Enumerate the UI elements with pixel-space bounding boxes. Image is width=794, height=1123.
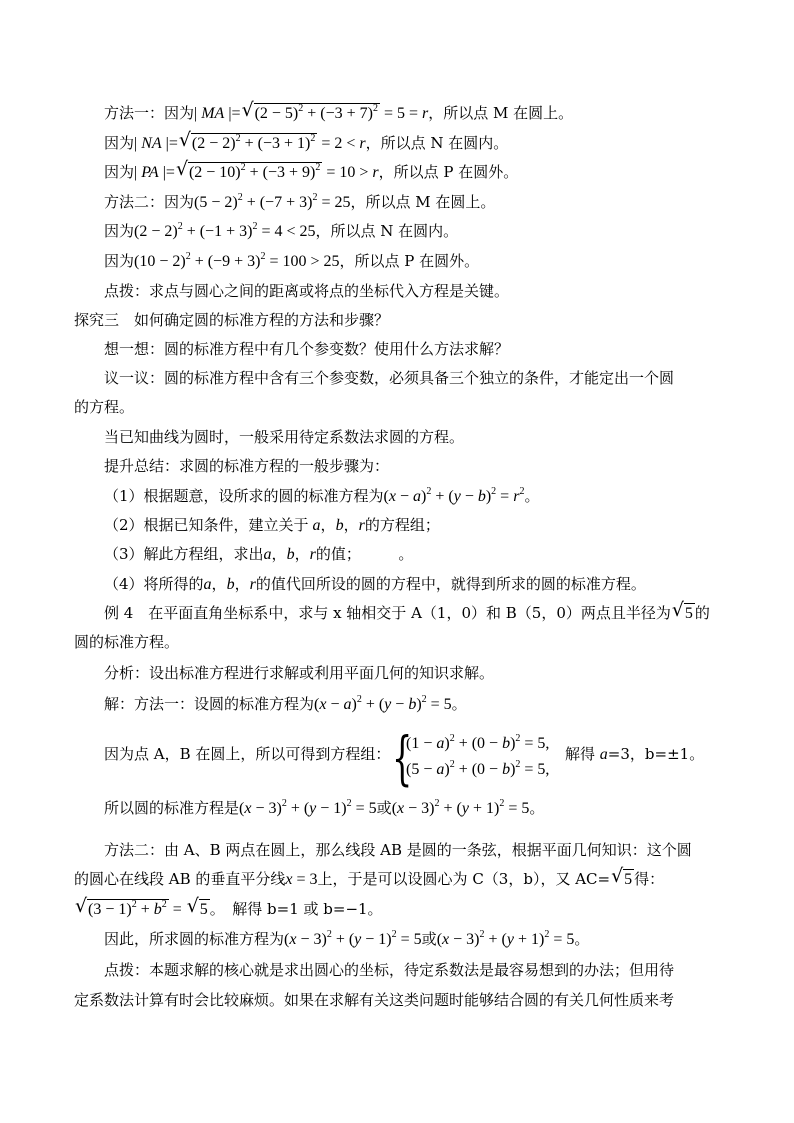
solution-method1: 解：方法一：设圆的标准方程为$(x - a)^2 + (y - b)^2 = 5$。 [104, 694, 467, 713]
formula-ma-distance: | MA |= [194, 105, 241, 122]
method2-equation: √ $(3 - 1)^2 + b^2$ = √ 5 。 解得 b=1 或 b=−1。 [75, 895, 383, 918]
section-heading-explore3: 探究三 如何确定圆的标准方程的方法和步骤？ [74, 311, 390, 329]
example4-statement: 例 4 在平面直角坐标系中，求与 x 轴相交于 A（1，0）和 B（5，0）两点且半径为 √ 5 的 [104, 599, 710, 622]
method2-line-m: 方法二：因为$(5 - 2)^2 + (-7 + 3)^2 = 25$，所以点 M 在圆上。 [104, 192, 496, 211]
method-paragraph: 当已知曲线为圆时，一般采用待定系数法求圆的方程。 [104, 428, 465, 446]
discuss-paragraph-cont: 的方程。 [74, 398, 135, 416]
method1-result: 所以圆的标准方程是$(x - 3)^2 + (y - 1)^2 = 5$或$(x - 3)^2 + (y + 1)^2 = 5$。 [104, 798, 545, 817]
analysis-paragraph: 分析：设出标准方程进行求解或利用平面几何的知识求解。 [104, 664, 495, 682]
step-2: （2）根据已知条件，建立关于 a，b，r的方程组； [104, 516, 440, 534]
method2-line-n: 因为$(2 - 2)^2 + (-1 + 3)^2 = 4 < 25$，所以点 N 在圆内。 [104, 221, 459, 240]
tip-paragraph-2-cont: 定系数法计算有时会比较麻烦。如果在求解有关这类问题时能够结合圆的有关几何性质来考 [74, 991, 675, 1009]
system-result: 解得 a=3，b=±1。 [565, 745, 705, 763]
step-3: （3）解此方程组，求出a，b，r的值； 。 [104, 545, 414, 563]
equation-system-line: 因为点 A，B 在圆上，所以可得到方程组： [104, 745, 391, 763]
method2-paragraph-cont: 的圆心在线段 AB 的垂直平分线x = 3上，于是可以设圆心为 C（3，b），又 AC= √ 5 得： [74, 865, 665, 888]
tip-paragraph-1: 点拨：求点与圆心之间的距离或将点的坐标代入方程是关键。 [104, 282, 510, 300]
summary-heading: 提升总结：求圆的标准方程的一般步骤为： [104, 457, 390, 475]
method2-paragraph: 方法二：由 A、B 两点在圆上，那么线段 AB 是圆的一条弦，根据平面几何知识：这个圆 [104, 841, 692, 859]
example4-statement-cont: 圆的标准方程。 [74, 633, 180, 651]
method1-line-n: 因为| NA |= √ $(2 - 2)^2 + (-3 + 1)^2 = 2 < r$，所以点 N 在圆内。 [104, 129, 509, 152]
formula-na-distance: | NA |= [134, 135, 178, 152]
method1-line-m: 方法一：因为| MA |= √ $(2 - 5)^2 + (-3 + 7)^2 = 5 = r$，所以点 M 在圆上。 [104, 99, 574, 122]
final-answer: 因此，所求圆的标准方程为$(x - 3)^2 + (y - 1)^2 = 5$或$(x - 3)^2 + (y + 1)^2 = 5$。 [104, 929, 590, 948]
step-1: （1）根据题意，设所求的圆的标准方程为$(x - a)^2 + (y - b)^2 = r^2$。 [104, 486, 540, 505]
method2-line-p: 因为$(10 - 2)^2 + (-9 + 3)^2 = 100 > 25$，所以点 P 在圆外。 [104, 251, 480, 270]
discuss-paragraph: 议一议：圆的标准方程中含有三个参变数，必须具备三个独立的条件，才能定出一个圆 [104, 369, 675, 387]
tip-paragraph-2: 点拨：本题求解的核心就是求出圆心的坐标，待定系数法是最容易想到的办法；但用待 [104, 961, 675, 979]
think-paragraph: 想一想：圆的标准方程中有几个参变数？使用什么方法求解？ [104, 340, 510, 358]
method1-line-p: 因为| PA |= √ $(2 - 10)^2 + (-3 + 9)^2 = 10 > r$，所以点 P 在圆外。 [104, 158, 519, 181]
formula-pa-distance: | PA |= [134, 164, 175, 181]
step-4: （4）将所得的a，b，r的值代回所设的圆的方程中，就得到所求的圆的标准方程。 [104, 575, 646, 593]
